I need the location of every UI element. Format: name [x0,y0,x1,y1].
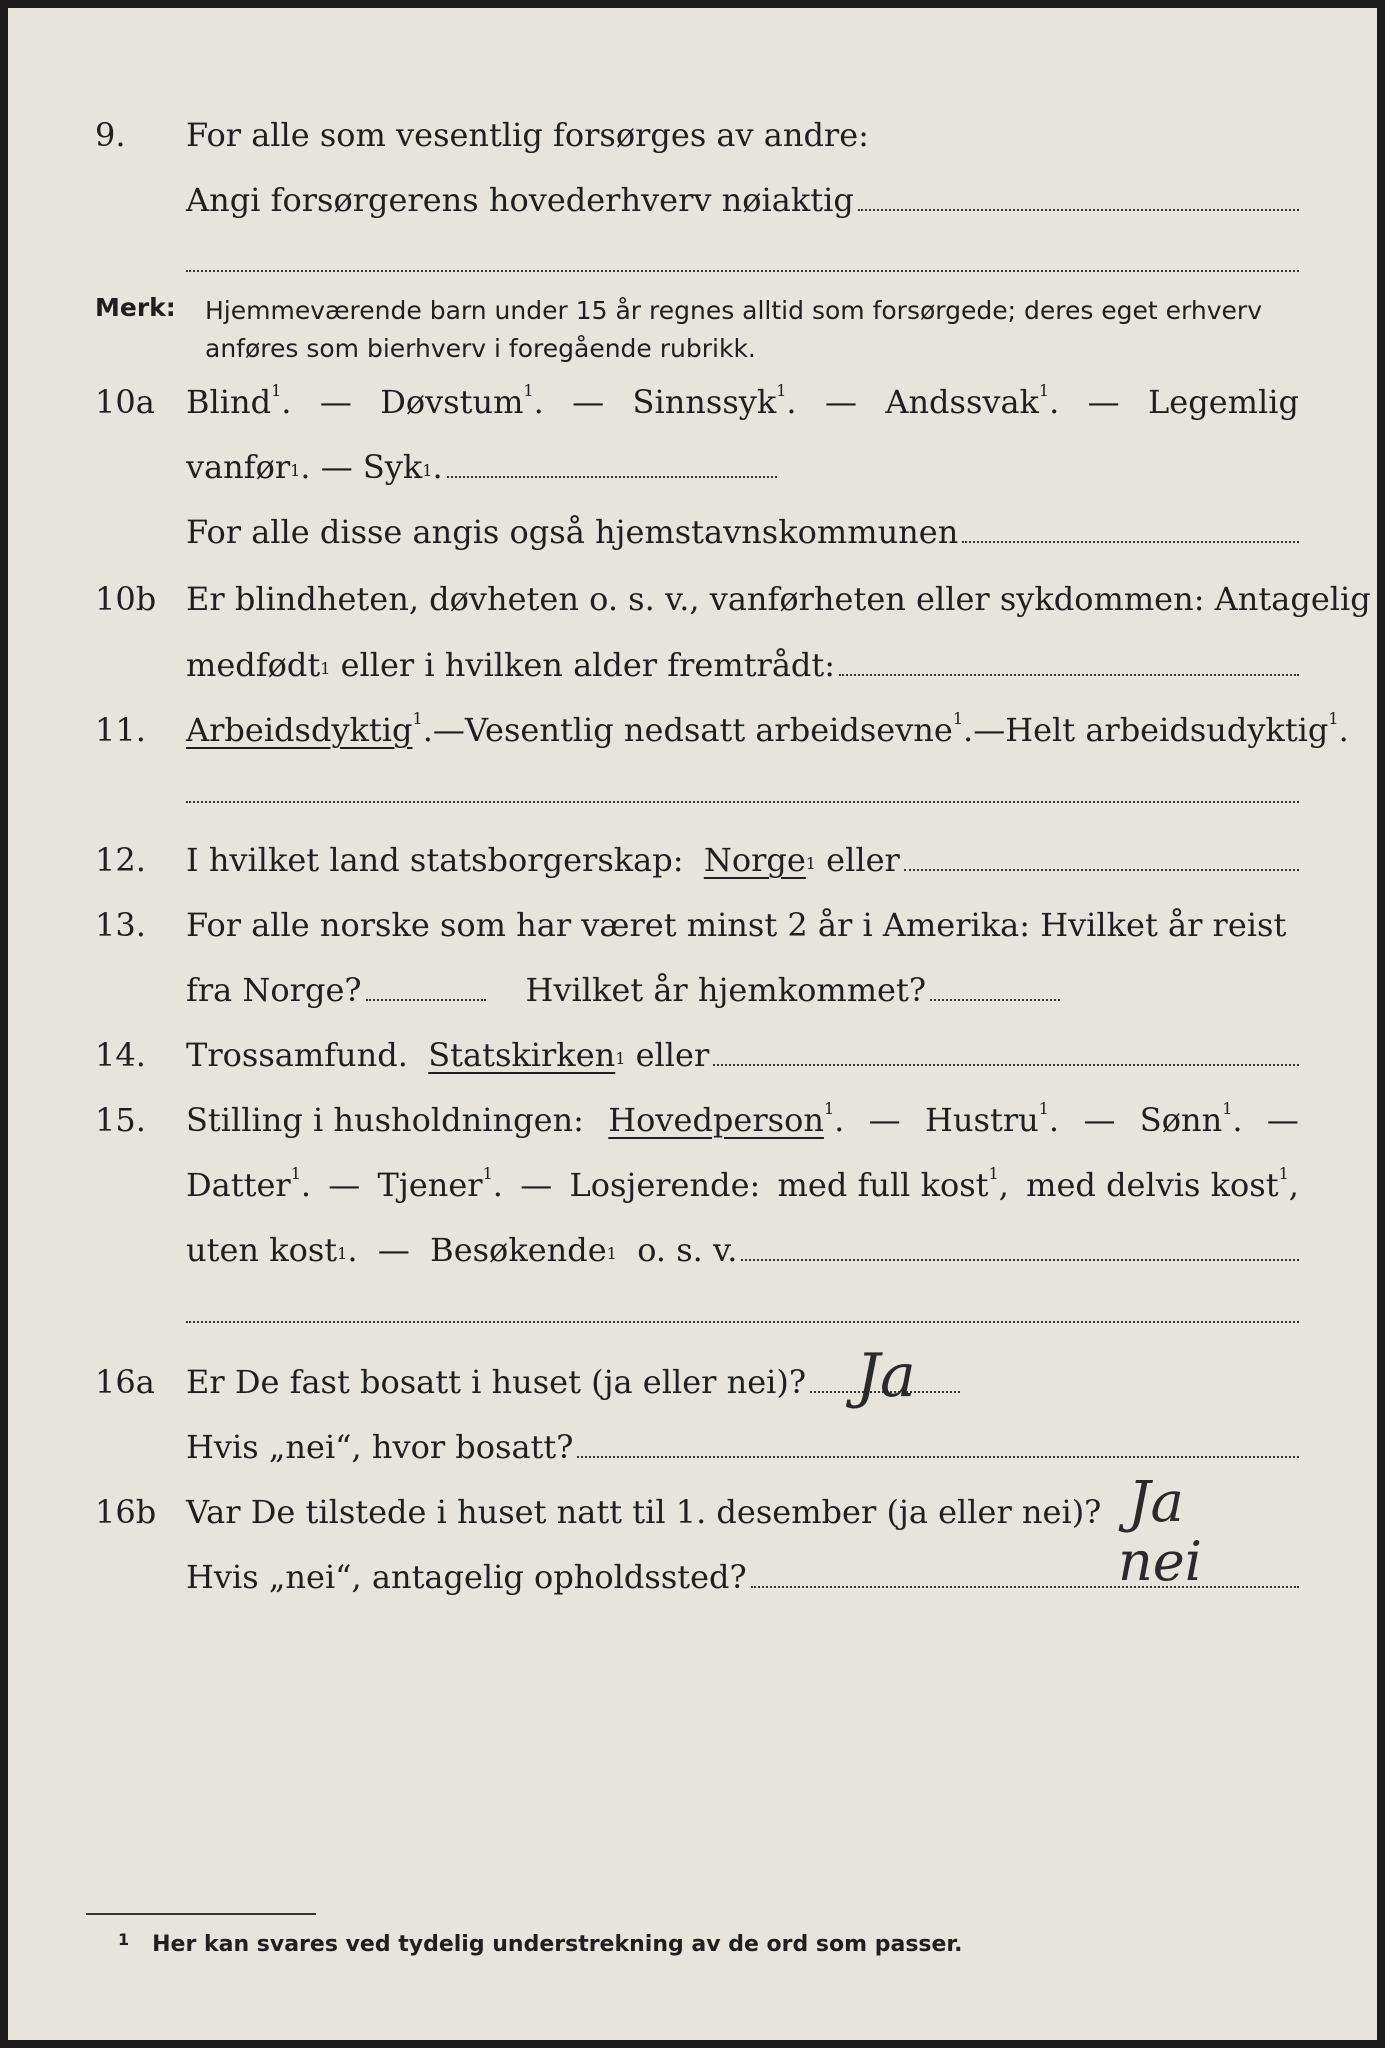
q13-number: 13. [95,906,146,944]
q10a-syk-answer-line[interactable] [447,475,777,478]
opt-hovedperson[interactable]: Hovedperson [608,1101,824,1139]
opt-vanfor[interactable]: vanfør [186,448,291,486]
opt-tjener[interactable]: Tjener [377,1166,483,1204]
q10b-line1: Er blindheten, døvheten o. s. v., vanførheten eller sykdommen: Antagelig [186,580,1371,618]
q16b-opholdssted-answer-line[interactable] [751,1585,1299,1588]
merk-label: Merk: [95,293,176,322]
q9-answer-line[interactable] [858,208,1299,211]
q13-hjemkommet: Hvilket år hjemkommet? [525,971,926,1009]
q10b-answer-line[interactable] [839,673,1299,676]
opt-sonn[interactable]: Sønn [1139,1101,1223,1139]
opt-hustru[interactable]: Hustru [925,1101,1039,1139]
q14-number: 14. [95,1036,146,1074]
q9-line1: For alle som vesentlig forsørges av andre: [186,116,869,154]
q13-reist-answer-line[interactable] [366,998,486,1001]
opt-norge[interactable]: Norge [703,841,806,879]
opt-datter[interactable]: Datter [186,1166,291,1204]
footnote-rule [86,1913,316,1915]
q12-text: I hvilket land statsborgerskap: [186,841,684,879]
opt-arbeidsdyktig[interactable]: Arbeidsdyktig [186,711,413,749]
opt-legemlig[interactable]: Legemlig [1148,383,1299,421]
q15-text: Stilling i husholdningen: [186,1101,584,1139]
opt-udyktig[interactable]: Helt arbeidsudyktig [1005,711,1329,749]
q13-reist: fra Norge? [186,971,362,1009]
q10a-number: 10a [95,383,155,421]
q12-number: 12. [95,841,146,879]
q16b-number: 16b [95,1493,157,1531]
footnote-text: Her kan svares ved tydelig understrekning av de ord som passer. [152,1932,963,1957]
opt-dovstum[interactable]: Døvstum [380,383,524,421]
opt-full-kost[interactable]: med full kost [777,1166,989,1204]
q16b-line2: Hvis „nei“, antagelig opholdssted? [186,1558,747,1596]
q16a-handwritten-answer: Ja [856,1341,916,1411]
q9-number: 9. [95,116,126,154]
merk-text [205,292,1299,368]
q16b-line1: Var De tilstede i huset natt til 1. desember (ja eller nei)? [186,1493,1102,1531]
opt-andssvak[interactable]: Andssvak [885,383,1039,421]
footnote-mark: 1 [118,1930,130,1949]
opt-syk[interactable]: Syk [362,448,423,486]
q11-answer-line[interactable] [186,801,1299,803]
q14-text: Trossamfund. [186,1036,408,1074]
q12-answer-line[interactable] [904,868,1299,871]
q16b-handwritten-answer-1: Ja [1128,1470,1184,1535]
opt-blind[interactable]: Blind [186,383,272,421]
opt-delvis-kost[interactable]: med delvis kost [1026,1166,1279,1204]
census-form-page: 9. For alle som vesentlig forsørges av andre: Angi forsørgerens hovederhverv nøiaktig Merk: Hjemmeværende barn under 15 år regnes alltid som forsørgede; deres eget erhverv anføres som bierhverv i foregående rubrikk. 10a Blind$^1$. — Døvstum$^1$. — Sinnssyk$^1$. — Andssvak$^1$. — Legemlig vanfør $^1$ . — Syk $^1$ . For alle disse angis også hjemstavnskommunen 10b Er blindheten, døvheten o. s. v., vanførheten eller sykdommen: Antagelig medfødt $^1$ eller i hvilken alder fremtrådt: 11. Arbeidsdyktig$^1$. — Vesentlig nedsatt arbeidsevne$^1$. — Helt arbeidsudyktig$^1$. 12. I hvilket land statsborgerskap: Norge $^1$ eller 13. For alle norske som har været minst 2 år i Amerika: Hvilket år reist fra Norge? Hvilket år hjemkommet? 14. Trossamfund. Statskirken $^1$ eller 15. Stilling i husholdningen: Hovedperson$^1$. — Hustru$^1$. — Sønn$^1$. — Datter$^1$. — Tjener$^1$. — Losjerende: med full kost$^1$, med delvis kost$^1$, uten kost $^1$ . — Besøkende $^1$ o. s. v. 16a Er De fast bosatt i huset (ja eller nei)? Ja Hvis „nei“, hvor bosatt? 16b Var De tilstede i huset natt til 1. desember (ja eller nei)? Ja nei Hvis „nei“, antagelig opholdssted? $^1$ Her kan svares ved tydelig understrekning av de ord som passer. [8,8,1377,2040]
q15-answer-line-2[interactable] [186,1321,1299,1323]
q11-number: 11. [95,711,146,749]
merk-line1: Hjemmeværende barn under 15 år regnes alltid som forsørgede; deres eget erhverv [205,296,1262,325]
footnote [118,1932,963,1957]
q15-losjerende: Losjerende: [569,1166,761,1204]
q15-number: 15. [95,1101,146,1139]
opt-uten-kost[interactable]: uten kost [186,1231,338,1269]
q16a-line2: Hvis „nei“, hvor bosatt? [186,1428,574,1466]
opt-medfodt[interactable]: medfødt [186,646,321,684]
merk-line2: anføres som bierhverv i foregående rubrikk. [205,334,756,363]
opt-statskirken[interactable]: Statskirken [428,1036,616,1074]
q9-answer-line-2[interactable] [186,270,1299,272]
q14-answer-line[interactable] [713,1063,1299,1066]
q16a-bosatt-answer-line[interactable] [577,1455,1299,1458]
q10b-number: 10b [95,580,157,618]
q16a-number: 16a [95,1363,155,1401]
q13-hjemkommet-answer-line[interactable] [930,998,1060,1001]
q16b-handwritten-answer-2: nei [1118,1530,1203,1593]
q10a-line3: For alle disse angis også hjemstavnskommunen [186,513,959,551]
q15-answer-line[interactable] [741,1258,1299,1261]
q10a-hjemstavn-answer-line[interactable] [962,540,1299,543]
q13-line1: For alle norske som har været minst 2 år i Amerika: Hvilket år reist [186,906,1287,944]
opt-besokende[interactable]: Besøkende [430,1231,607,1269]
q16a-line1: Er De fast bosatt i huset (ja eller nei)? [186,1363,807,1401]
opt-sinnssyk[interactable]: Sinnssyk [632,383,777,421]
q10b-line2: eller i hvilken alder fremtrådt: [340,646,836,684]
opt-nedsatt[interactable]: Vesentlig nedsatt arbeidsevne [464,711,953,749]
q9-line2: Angi forsørgerens hovederhverv nøiaktig [186,181,854,219]
